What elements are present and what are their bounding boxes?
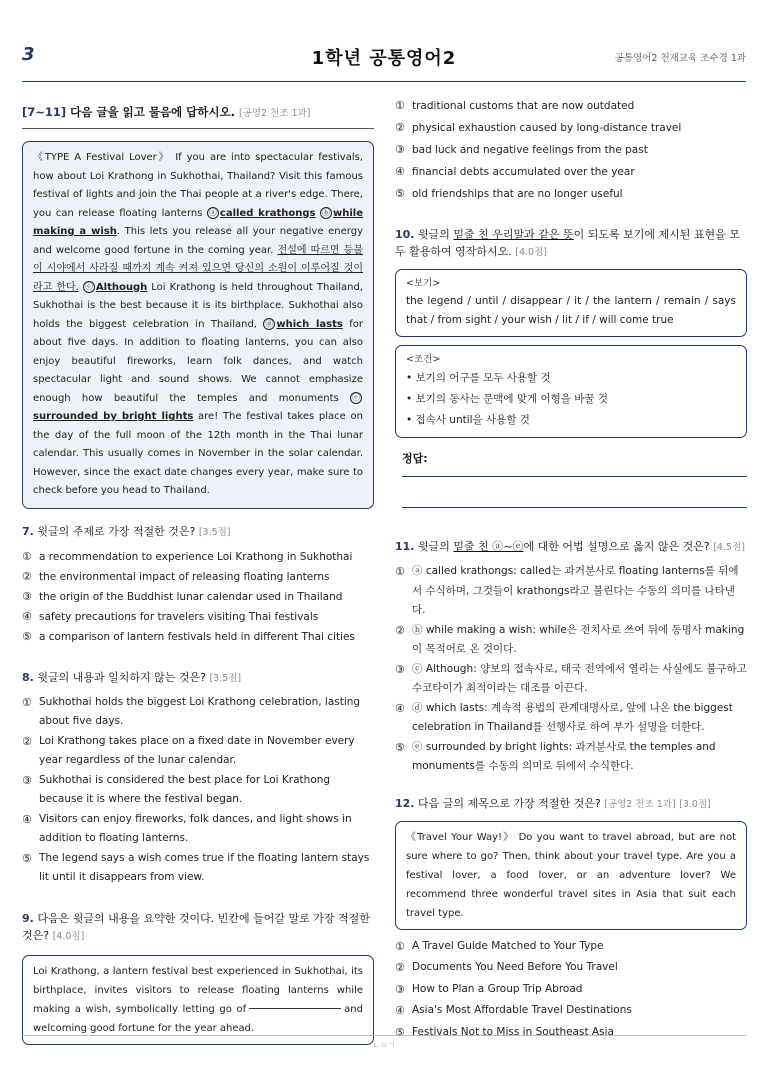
section-instruction: 다음 글을 읽고 물음에 답하시오. [70, 105, 235, 119]
header-course-info: 공통영어2 천재교육 조수경 1과 [614, 53, 746, 64]
q8-option-4[interactable] [22, 810, 374, 849]
question-7 [22, 523, 374, 647]
option-text: Sukhothai is considered the best place for Loi Krathong because it is where the festival began. [39, 773, 331, 805]
option-text: old friendships that are no longer useful [412, 188, 623, 200]
question-12 [395, 795, 747, 1044]
marker-c: ⓒ [84, 281, 93, 291]
option-text: Visitors can enjoy fireworks, folk dances, and light shows in addition to floating lanterns. [39, 812, 352, 844]
underlined-d: which lasts [276, 318, 343, 330]
summary-text-before: Loi Krathong, a lantern festival best experienced in Sukhothai, its birthplace, invites visitors to release floating lanterns while making a wish, symbolically letting go of [33, 965, 363, 1015]
option-text: Loi Krathong takes place on a fixed date in November every year regardless of the lunar calendar. [39, 734, 355, 766]
option-number: ③ [22, 589, 32, 603]
underlined-e: surrounded by bright lights [33, 411, 194, 422]
q7-option-3[interactable] [22, 587, 374, 607]
underlined-c: Although [95, 281, 148, 293]
question-11 [395, 538, 747, 777]
question-9-text: 다음은 윗글의 내용을 요약한 것이다. 빈칸에 들어갈 말로 가장 적절한 것은? [22, 911, 370, 942]
q9-option-1[interactable] [395, 96, 747, 116]
question-10-points: [4.0점] [515, 247, 547, 258]
q11-option-1[interactable] [395, 562, 747, 621]
q11-option-4[interactable] [395, 699, 747, 738]
question-8-title [22, 669, 374, 687]
summary-text-after: and welcoming good fortune for the year ahead. [33, 1003, 363, 1034]
option-text: Festivals Not to Miss in Southeast Asia [412, 1025, 614, 1038]
q8-option-2[interactable] [22, 732, 374, 771]
option-text: financial debts accumulated over the year [412, 166, 635, 178]
korean-underlined-sentence: 전설에 따르면 등불이 시야에서 사라질 때까지 계속 켜져 있으면 당신의 소원이 이루어질 것이라고 한다. [33, 244, 363, 293]
question-7-title [22, 523, 374, 541]
question-10-text-underlined: 밑줄 친 우리말과 같은 뜻 [453, 228, 574, 241]
option-number: ④ [395, 1004, 405, 1017]
question-10-number: 10. [395, 228, 415, 241]
question-7-text: 윗글의 주제로 가장 적절한 것은? [37, 524, 196, 538]
page-header [0, 0, 768, 84]
option-number: ③ [395, 143, 405, 156]
option-text: ⓓ which lasts: 계속적 용법의 관계대명사로, 앞에 나온 the biggest celebration in Thailand를 선행사로 하여 부가 설명을 더한다. [412, 701, 733, 733]
marker-b: ⓑ [322, 207, 330, 217]
option-number: ① [22, 549, 32, 563]
q12-passage-box [395, 821, 747, 930]
bogi-label: <보기> [406, 278, 441, 289]
question-11-points: [4.5점] [713, 542, 745, 553]
question-9-points: [4.0점] [52, 930, 85, 942]
underlined-a: called krathongs [219, 207, 316, 219]
right-column [395, 96, 747, 1043]
option-number: ② [395, 961, 405, 974]
answer-line-2[interactable] [402, 507, 747, 508]
option-text: Documents You Need Before You Travel [412, 961, 618, 973]
option-number: ① [395, 939, 405, 953]
condition-item-3: • 접속사 until을 사용할 것 [406, 414, 530, 426]
q12-option-3[interactable] [395, 979, 747, 1001]
q12-option-4[interactable] [395, 1000, 747, 1022]
q9-option-2[interactable] [395, 118, 747, 138]
q7-option-5[interactable] [22, 627, 374, 647]
passage-text-2: . This lets you release all your negative energy and welcome good fortune in the coming year. [33, 226, 363, 256]
option-number: ① [395, 99, 405, 112]
option-text: bad luck and negative feelings from the past [412, 144, 648, 156]
question-8-options [22, 693, 374, 888]
option-text: ⓒ Although: 양보의 접속사로, 태국 전역에서 열리는 사실에도 불구하고 수코타이가 최적이라는 대조를 이끈다. [412, 662, 747, 694]
summary-blank [249, 1008, 341, 1009]
q7-option-1[interactable] [22, 547, 374, 567]
q7-option-4[interactable] [22, 607, 374, 627]
question-11-text-before: 윗글의 [418, 540, 450, 553]
q11-option-2[interactable] [395, 621, 747, 660]
option-number: ③ [395, 662, 405, 676]
option-text: traditional customs that are now outdated [412, 100, 635, 112]
option-text: The legend says a wish comes true if the floating lantern stays lit until it disappears from view. [39, 851, 370, 883]
question-9-options [395, 96, 747, 204]
option-number: ④ [22, 812, 32, 826]
option-text: A Travel Guide Matched to Your Type [412, 939, 604, 952]
section-heading [22, 104, 374, 129]
question-11-text-after: 에 대한 어법 설명으로 옳지 않은 것은? [523, 540, 710, 553]
q11-option-5[interactable] [395, 738, 747, 777]
marker-d: ⓓ [265, 318, 274, 328]
passage-text-1: 《TYPE A Festival Lover》 If you are into spectacular festivals, how about Loi Krathong in Sukhothai, Thailand? Visit this famous festival of lights and join the Thai people at a river's edge. There, you can release floating lanterns [33, 152, 363, 219]
passage-text-4: for about five days. In addition to floating lanterns, you can also enjoy beautiful fireworks, learn folk dances, and watch spectacular light and sound shows. We cannot emphasize enough how beautiful the temples and monuments [33, 318, 363, 404]
question-10-text-after: 이 되도록 보기에 제시된 표현을 모두 활용하여 영작하시오. [395, 228, 740, 258]
option-number: ⑤ [395, 187, 405, 200]
option-text: Asia's Most Affordable Travel Destinations [412, 1004, 632, 1016]
question-10-title [395, 226, 747, 261]
option-text: a comparison of lantern festivals held in different Thai cities [39, 630, 355, 643]
question-10-text-before: 윗글의 [418, 228, 450, 241]
option-number: ④ [395, 701, 405, 715]
option-number: ③ [395, 982, 405, 996]
option-number: ① [22, 695, 32, 709]
question-12-text: 다음 글의 제목으로 가장 적절한 것은? [418, 796, 601, 810]
q12-passage-text: 《Travel Your Way!》 Do you want to travel abroad, but are not sure where to go? Then, think about your travel type. Are you a festival lover, a food lover, or an adventure lover? We recommend three wonderful travel sites in Asia that suit each travel type. [406, 831, 736, 919]
question-11-options [395, 562, 747, 777]
option-number: ④ [395, 165, 405, 178]
bogi-words: the legend / until / disappear / it / the lantern / remain / says that / from sight / your wish / lit / if / will come true [406, 295, 736, 326]
page-title: 1학년 공통영어2 [311, 48, 457, 69]
condition-item-1: • 보기의 어구를 모두 사용할 것 [406, 372, 551, 384]
section-tag: [공영2 천조 1과] [239, 108, 311, 119]
option-text: the environmental impact of releasing floating lanterns [39, 570, 330, 583]
footer-divider [22, 1035, 746, 1036]
option-number: ④ [22, 609, 32, 623]
question-12-number: 12. [395, 796, 415, 810]
answer-label: 정답: [402, 452, 428, 465]
option-text: safety precautions for travelers visiting Thai festivals [39, 610, 319, 623]
option-number: ② [395, 623, 405, 637]
question-9 [22, 910, 374, 1045]
question-7-number: 7. [22, 524, 34, 538]
bogi-box [395, 269, 747, 337]
question-12-points: [3.0점] [679, 798, 711, 810]
header-divider [22, 81, 746, 82]
q9-option-3[interactable] [395, 140, 747, 160]
left-column [22, 96, 374, 1045]
question-11-title [395, 538, 747, 556]
q9-option-5[interactable] [395, 184, 747, 204]
question-8-number: 8. [22, 670, 34, 684]
option-text: ⓑ while making a wish: while은 전치사로 쓰여 뒤에 동명사 making이 목적어로 온 것이다. [412, 623, 745, 655]
question-8-points: [3.5점] [209, 672, 242, 684]
option-text: physical exhaustion caused by long-distance travel [412, 122, 682, 134]
underlined-b: while making a wish [33, 207, 363, 237]
question-11-text-underlined: 밑줄 친 ⓐ~ⓔ [453, 540, 524, 553]
question-12-options [395, 936, 747, 1044]
question-7-options [22, 547, 374, 647]
passage-text-5: are! The festival takes place on the day of the full moon of the 12th month in the Thai lunar calendar. This usually comes in November in the solar calendar. However, since the exact date changes every year, make sure to check before you head to Thailand. [33, 411, 363, 496]
answer-line-1[interactable] [402, 476, 747, 477]
q8-option-1[interactable] [22, 693, 374, 732]
passage-text-3: Loi Krathong is held throughout Thailand, Sukhothai is the best because it is its birthplace. Sukhothai also holds the biggest celebration in Thailand, [33, 281, 364, 330]
option-number: ③ [22, 773, 32, 787]
page-number: 3 [22, 44, 35, 65]
option-number: ② [22, 734, 32, 748]
option-number: ⑤ [395, 740, 405, 754]
question-12-title [395, 795, 747, 813]
footer-text: ㄴㅇㄱ [372, 1041, 396, 1050]
q12-option-2[interactable] [395, 957, 747, 979]
q9-option-4[interactable] [395, 162, 747, 182]
option-text: ⓐ called krathongs: called는 과거분사로 floating lanterns를 뒤에서 수식하며, 그것들이 krathongs라고 불린다는 수동의 의미를 나타낸다. [412, 565, 739, 616]
q7-option-2[interactable] [22, 567, 374, 587]
q11-option-3[interactable] [395, 660, 747, 699]
condition-box [395, 345, 747, 438]
condition-label: <조건> [406, 354, 441, 365]
summary-box [22, 955, 374, 1045]
option-text: a recommendation to experience Loi Krathong in Sukhothai [39, 550, 353, 563]
option-text: ⓔ surrounded by bright lights: 과거분사로 the temples and monuments를 수동의 의미로 뒤에서 수식한다. [412, 740, 716, 772]
option-number: ② [395, 121, 405, 134]
question-8 [22, 669, 374, 888]
reading-passage [22, 141, 374, 509]
question-12-tag: [공영2 천조 1과] [604, 798, 676, 810]
question-11-number: 11. [395, 540, 415, 553]
option-text: How to Plan a Group Trip Abroad [412, 982, 583, 995]
option-number: ② [22, 569, 32, 583]
q12-option-1[interactable] [395, 936, 747, 958]
question-8-text: 윗글의 내용과 일치하지 않는 것은? [37, 670, 206, 684]
option-text: the origin of the Buddhist lunar calendar used in Thailand [39, 590, 343, 603]
option-text: Sukhothai holds the biggest Loi Krathong celebration, lasting about five days. [39, 695, 361, 727]
condition-item-2: • 보기의 동사는 문맥에 맞게 어형을 바꿀 것 [406, 393, 608, 405]
option-number: ① [395, 565, 405, 578]
q8-option-3[interactable] [22, 771, 374, 810]
option-number: ⑤ [22, 851, 32, 865]
question-9-title [22, 910, 374, 945]
marker-a: ⓐ [208, 207, 217, 217]
option-number: ⑤ [22, 629, 32, 643]
option-number: ⑤ [395, 1025, 405, 1039]
section-range: [7~11] [22, 105, 67, 119]
q8-option-5[interactable] [22, 849, 374, 888]
question-10 [395, 226, 747, 508]
question-9-number: 9. [22, 911, 34, 925]
marker-e: ⓔ [352, 392, 360, 402]
question-7-points: [3.5점] [198, 526, 231, 538]
